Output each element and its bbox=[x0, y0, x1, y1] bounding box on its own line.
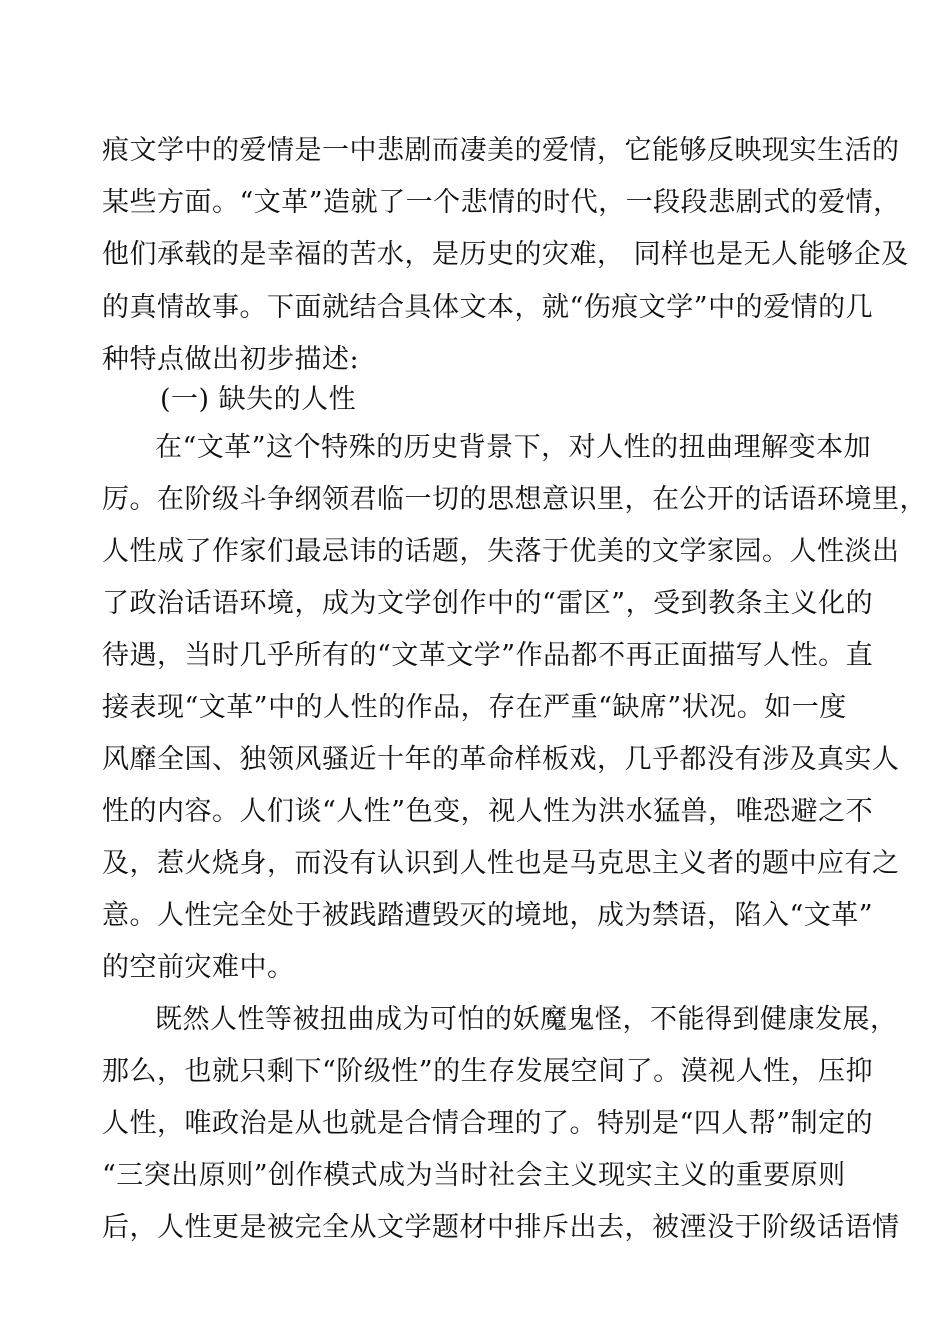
text-line: 种特点做出初步描述: bbox=[102, 344, 360, 375]
text-line: 人性成了作家们最忌讳的话题，失落于优美的文学家园。人性淡出 bbox=[102, 536, 900, 567]
text-line: 痕文学中的爱情是一中悲剧而凄美的爱情，它能够反映现实生活的 bbox=[102, 135, 900, 166]
text-line: 了政治话语环境，成为文学创作中的“雷区”，受到教条主义化的 bbox=[102, 588, 874, 619]
text-line: 意。人性完全处于被践踏遭毁灭的境地，成为禁语，陷入“文革” bbox=[102, 900, 874, 931]
text-line: 后，人性更是被完全从文学题材中排斥出去，被湮没于阶级话语情 bbox=[102, 1212, 900, 1243]
text-line: 厉。在阶级斗争纲领君临一切的思想意识里，在公开的话语环境里， bbox=[102, 484, 927, 515]
section-heading: (一) 缺失的人性 bbox=[160, 384, 357, 415]
text-line: 待遇，当时几乎所有的“文革文学”作品都不再正面描写人性。直 bbox=[102, 640, 874, 671]
text-line: 及，惹火烧身，而没有认识到人性也是马克思主义者的题中应有之 bbox=[102, 848, 900, 879]
text-line: 性的内容。人们谈“人性”色变，视人性为洪水猛兽，唯恐避之不 bbox=[102, 796, 874, 827]
text-line: 那么，也就只剩下“阶级性”的生存发展空间了。漠视人性，压抑 bbox=[102, 1056, 874, 1087]
text-line: 接表现“文革”中的人性的作品，存在严重“缺席”状况。如一度 bbox=[102, 692, 847, 723]
text-line: “三突出原则”创作模式成为当时社会主义现实主义的重要原则 bbox=[102, 1160, 846, 1191]
text-line: 既然人性等被扭曲成为可怕的妖魔鬼怪，不能得到健康发展， bbox=[155, 1004, 898, 1035]
text-line: 他们承载的是幸福的苦水，是历史的灾难， 同样也是无人能够企及 bbox=[102, 239, 909, 270]
text-line: 某些方面。“文革”造就了一个悲情的时代，一段段悲剧式的爱情， bbox=[102, 187, 901, 218]
text-line: 的真情故事。下面就结合具体文本，就“伤痕文学”中的爱情的几 bbox=[102, 292, 874, 323]
text-line: 在“文革”这个特殊的历史背景下，对人性的扭曲理解变本加 bbox=[155, 432, 872, 463]
text-line: 人性，唯政治是从也就是合情合理的了。特别是“四人帮”制定的 bbox=[102, 1108, 874, 1139]
text-line: 风靡全国、独领风骚近十年的革命样板戏，几乎都没有涉及真实人 bbox=[102, 744, 900, 775]
text-line: 的空前灾难中。 bbox=[102, 952, 295, 983]
